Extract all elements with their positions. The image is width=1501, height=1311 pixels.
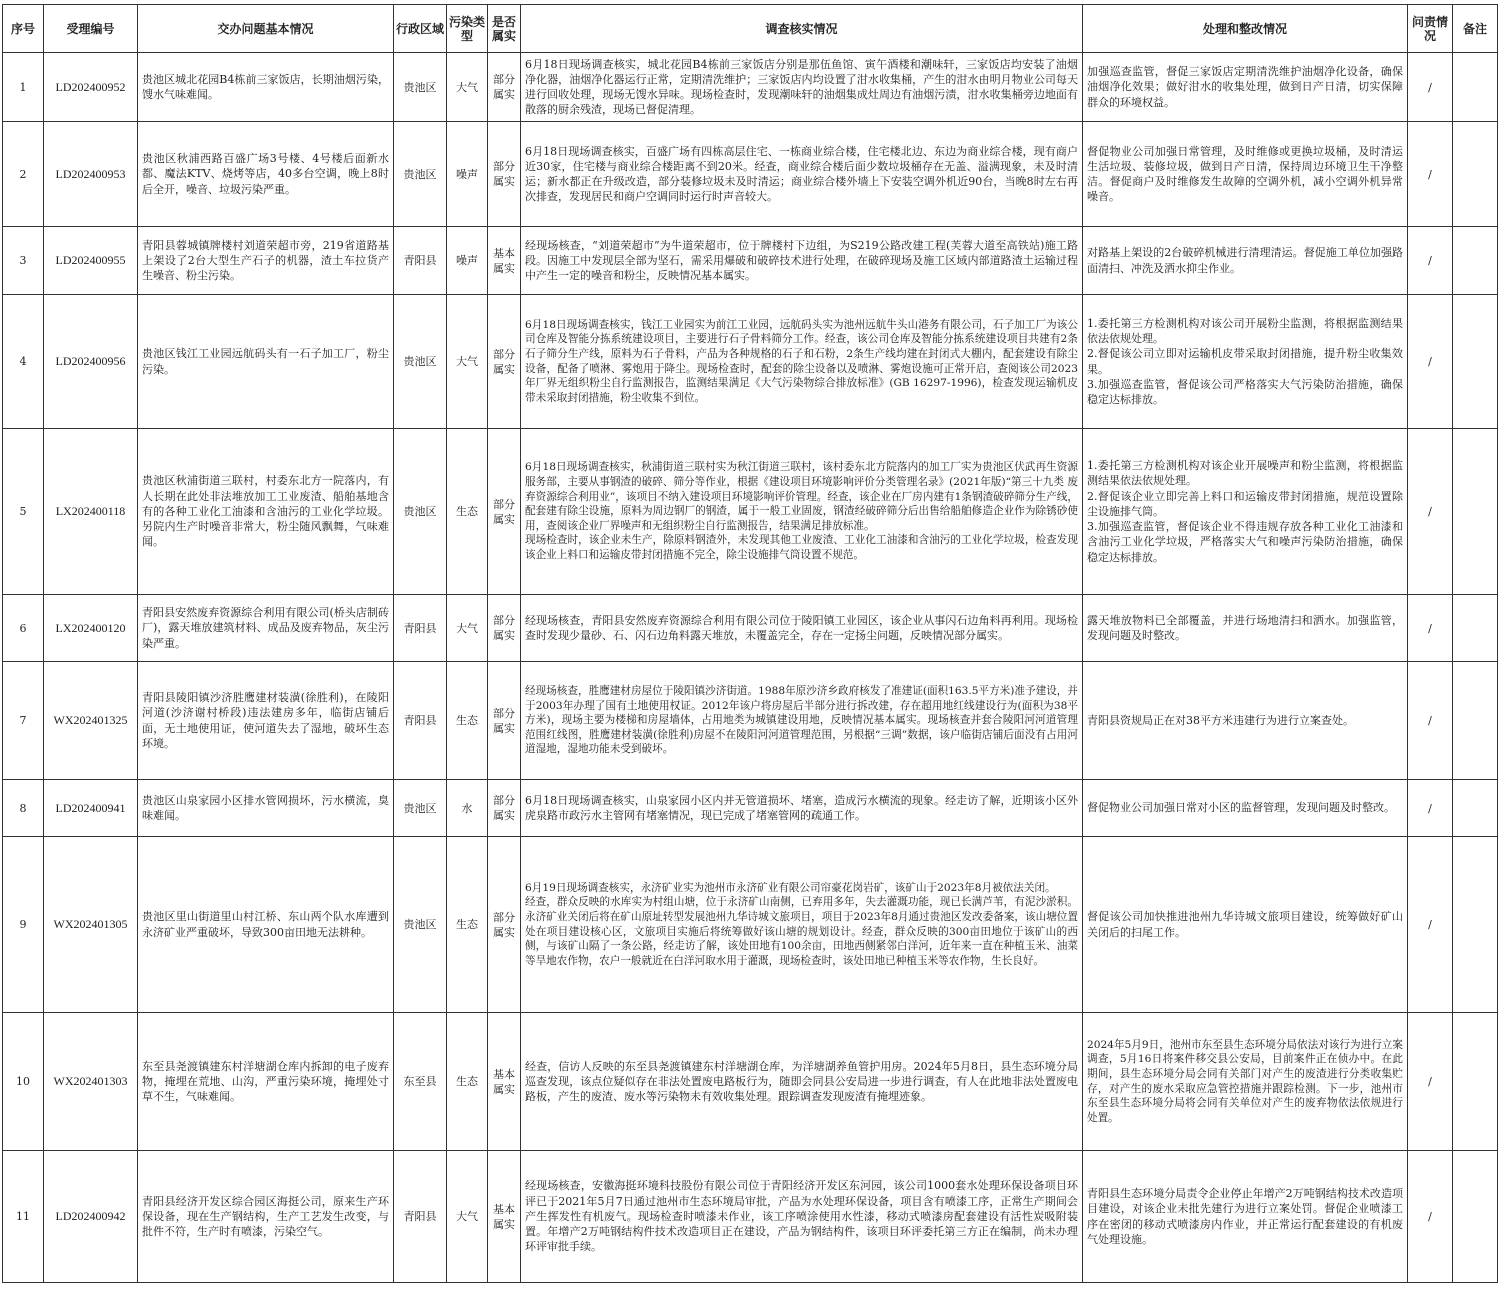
cell-remarks [1453, 1151, 1498, 1283]
cell-investigation: 经现场核查，“刘道荣超市”为牛道荣超市，位于牌楼村下边组，为S219公路改建工程(芙蓉大道至高铁站)施工路段。因施工中发现层全部为坚石，需采用爆破和破碎技术进行处理，在破碎现场及施工区域内部道路渣土运输过程中产生一定的噪音和粉尘，反映情况基本属实。 [521, 227, 1083, 295]
table-row [3, 595, 1498, 662]
cell-pollution: 大气 [447, 295, 488, 429]
cell-pollution: 生态 [447, 1013, 488, 1151]
cell-investigation: 6月18日现场调查核实，钱江工业园实为前江工业园，远航码头实为池州远航牛头山港务有限公司，石子加工厂为该公司仓库及智能分拣系统建设项目，主要进行石子骨料筛分工作。经查，该公司仓库及智能分拣系统建设项目共建有2条石子筛分生产线，原料为石子骨料，产品为各种规格的石子和石粉，2条生产线均建在封闭式大棚内，配套建设有除尘设备，配备了喷淋、雾炮用于降尘。现场检查时，配套的除尘设备以及喷淋、雾炮设施可正常开启，查阅该公司2023年厂界无组织粉尘自行监测报告，监测结果满足《大气污染物综合排放标准》(GB 16297-1996)，检查发现运输机皮带未采取封闭措施，粉尘收集不到位。 [521, 295, 1083, 429]
header-case-no: 受理编号 [44, 5, 138, 53]
cell-accountability: / [1408, 429, 1453, 595]
header-remarks: 备注 [1453, 5, 1498, 53]
cell-index: 5 [3, 429, 44, 595]
cell-case-no: LD202400956 [44, 295, 138, 429]
cell-remarks [1453, 53, 1498, 122]
cell-district: 贵池区 [394, 53, 447, 122]
cell-accountability: / [1408, 837, 1453, 1013]
cell-pollution: 噪声 [447, 122, 488, 227]
cell-case-no: WX202401305 [44, 837, 138, 1013]
cell-pollution: 生态 [447, 662, 488, 780]
cell-issue: 贵池区钱江工业园远航码头有一石子加工厂，粉尘污染。 [138, 295, 394, 429]
cell-district: 青阳县 [394, 595, 447, 662]
cell-issue: 贵池区城北花园B4栋前三家饭店，长期油烟污染，馊水气味难闻。 [138, 53, 394, 122]
cell-district: 贵池区 [394, 429, 447, 595]
cell-issue: 东至县尧渡镇建东村洋塘湖仓库内拆卸的电子废弃物，掩埋在荒地、山沟，严重污染环境，掩埋处寸草不生，气味难闻。 [138, 1013, 394, 1151]
table-row [3, 122, 1498, 227]
cell-remarks [1453, 595, 1498, 662]
cell-index: 9 [3, 837, 44, 1013]
cell-accountability: / [1408, 53, 1453, 122]
cell-district: 青阳县 [394, 1151, 447, 1283]
cell-handling: 加强巡查监管，督促三家饭店定期清洗维护油烟净化设备，确保油烟净化效果；做好泔水的收集处理，做到日产日清，切实保障群众的环境权益。 [1083, 53, 1408, 122]
cell-accountability: / [1408, 227, 1453, 295]
cell-handling: 2024年5月9日，池州市东至县生态环境分局依法对该行为进行立案调查，5月16日将案件移交县公安局，目前案件正在侦办中。在此期间，县生态环境分局会同有关部门对产生的废渣进行分类收集贮存，对产生的废水采取应急管控措施并跟踪检测。下一步，池州市东至县生态环境分局将会同有关单位对产生的废弃物依法依规进行处置。 [1083, 1013, 1408, 1151]
cell-index: 4 [3, 295, 44, 429]
cell-investigation: 经现场核查，安徽海挺环境科技股份有限公司位于青阳经济开发区东河园，该公司1000套水处理环保设备项目环评已于2021年5月7日通过池州市生态环境局审批，产品为水处理环保设备，项目含有喷漆工序，正常生产期间会产生挥发性有机废气。现场检查时喷漆未作业，该工序喷涂使用水性漆，移动式喷漆房配套建设有活性炭吸附装置。年增产2万吨钢结构件技术改造项目正在建设，产品为钢结构件，该项目环评委托第三方正在编制，尚未办理环评审批手续。 [521, 1151, 1083, 1283]
header-accountability: 问责情况 [1408, 5, 1453, 53]
table-row [3, 662, 1498, 780]
cell-remarks [1453, 837, 1498, 1013]
cell-issue: 青阳县蓉城镇牌楼村刘道荣超市旁，219省道路基上架设了2台大型生产石子的机器，渣土车拉货产生噪音、粉尘污染。 [138, 227, 394, 295]
header-district: 行政区域 [394, 5, 447, 53]
complaint-table [2, 4, 1498, 1283]
cell-investigation: 6月18日现场调查核实，秋浦街道三联村实为秋江街道三联村，该村委东北方院落内的加工厂实为贵池区伏武再生资源服务部，主要从事钢渣的破碎、筛分等作业，根据《建设项目环境影响评价分类管理名录》(2021年版)“第三十九类 废弃资源综合利用业”，该项目不纳入建设项目环境影响评价管理。经查，该企业在厂房内建有1条钢渣破碎筛分生产线，配套建有除尘设施，原料为周边钢厂的钢渣，属于一般工业固废，钢渣经破碎筛分后出售给船舶修造企业作为除锈砂使用，查阅该企业厂界噪声和无组织粉尘自行监测报告，结果满足排放标准。 现场检查时，该企业未生产，除原料钢渣外，未发现其他工业废渣、工业化工油漆和含油污的工业化学垃圾，检查发现该企业上料口和运输皮带封闭措施不完全，除尘设施排气筒设置不规范。 [521, 429, 1083, 595]
table-header-row [3, 5, 1498, 53]
cell-pollution: 水 [447, 780, 488, 837]
cell-district: 贵池区 [394, 780, 447, 837]
cell-accountability: / [1408, 662, 1453, 780]
cell-verified: 部分属实 [488, 837, 521, 1013]
cell-investigation: 6月18日现场调查核实，百盛广场有四栋高层住宅、一栋商业综合楼，住宅楼北边、东边为商业综合楼，现有商户近30家，住宅楼与商业综合楼距离不到20米。经查，商业综合楼后面少数垃圾桶存在无盖、溢满现象，未及时清运；新水都正在升级改造，部分装修垃圾未及时清运；商业综合楼外墙上下安装空调外机近90台，当晚8时左右再次排查，发现居民和商户空调同时运行时声音较大。 [521, 122, 1083, 227]
cell-case-no: LD202400941 [44, 780, 138, 837]
cell-accountability: / [1408, 780, 1453, 837]
cell-case-no: LX202400120 [44, 595, 138, 662]
cell-index: 1 [3, 53, 44, 122]
cell-pollution: 噪声 [447, 227, 488, 295]
cell-district: 青阳县 [394, 662, 447, 780]
cell-verified: 基本属实 [488, 1151, 521, 1283]
cell-case-no: LD202400952 [44, 53, 138, 122]
cell-accountability: / [1408, 295, 1453, 429]
cell-district: 东至县 [394, 1013, 447, 1151]
cell-remarks [1453, 429, 1498, 595]
cell-accountability: / [1408, 1013, 1453, 1151]
cell-index: 3 [3, 227, 44, 295]
cell-handling: 督促该公司加快推进池州九华诗城文旅项目建设，统筹做好矿山关闭后的扫尾工作。 [1083, 837, 1408, 1013]
cell-issue: 青阳县陵阳镇沙济胜鹰建材装潢(徐胜利)，在陵阳河道(沙济谢村桥段)违法建房多年，临街店铺后面，无土地使用证，使河道失去了湿地，破坏生态环境。 [138, 662, 394, 780]
cell-verified: 部分属实 [488, 122, 521, 227]
cell-index: 10 [3, 1013, 44, 1151]
table-row [3, 295, 1498, 429]
table-row [3, 53, 1498, 122]
cell-case-no: LD202400955 [44, 227, 138, 295]
cell-verified: 基本属实 [488, 1013, 521, 1151]
cell-verified: 部分属实 [488, 53, 521, 122]
cell-index: 8 [3, 780, 44, 837]
cell-case-no: LD202400942 [44, 1151, 138, 1283]
cell-investigation: 经现场核查，青阳县安然废弃资源综合利用有限公司位于陵阳镇工业园区，该企业从事闪石边角料再利用。现场检查时发现少量砂、石、闪石边角料露天堆放，未覆盖完全，存在一定扬尘问题，反映情况部分属实。 [521, 595, 1083, 662]
cell-handling: 督促物业公司加强日常对小区的监督管理，发现问题及时整改。 [1083, 780, 1408, 837]
table-row [3, 227, 1498, 295]
cell-remarks [1453, 662, 1498, 780]
cell-issue: 青阳县经济开发区综合园区海挺公司，原来生产环保设备，现在生产钢结构，生产工艺发生改变，与批件不符，生产时有喷漆，污染空气。 [138, 1151, 394, 1283]
cell-verified: 部分属实 [488, 780, 521, 837]
cell-accountability: / [1408, 122, 1453, 227]
cell-pollution: 生态 [447, 429, 488, 595]
cell-remarks [1453, 780, 1498, 837]
cell-case-no: WX202401303 [44, 1013, 138, 1151]
cell-district: 贵池区 [394, 122, 447, 227]
table-row [3, 429, 1498, 595]
header-verified: 是否属实 [488, 5, 521, 53]
cell-verified: 基本属实 [488, 227, 521, 295]
cell-verified: 部分属实 [488, 295, 521, 429]
cell-issue: 贵池区里山街道里山村江桥、东山两个队水库遭到永济矿业严重破坏，导致300亩田地无法耕种。 [138, 837, 394, 1013]
header-investigation: 调查核实情况 [521, 5, 1083, 53]
cell-pollution: 大气 [447, 595, 488, 662]
header-index: 序号 [3, 5, 44, 53]
cell-index: 7 [3, 662, 44, 780]
cell-pollution: 大气 [447, 1151, 488, 1283]
cell-pollution: 大气 [447, 53, 488, 122]
cell-pollution: 生态 [447, 837, 488, 1013]
cell-accountability: / [1408, 1151, 1453, 1283]
header-pollution: 污染类型 [447, 5, 488, 53]
cell-investigation: 6月18日现场调查核实，城北花园B4栋前三家饭店分别是那伍鱼馆、寅午酒楼和潮味轩，三家饭店均安装了油烟净化器，油烟净化器运行正常，定期清洗维护；三家饭店内均设置了泔水收集桶，产生的泔水由明月物业公司每天进行回收处理，现场无馊水异味。现场检查时，发现潮味轩的油烟集成灶周边有油烟污渍，泔水收集桶旁边地面有散落的厨余残渣，现场已督促清理。 [521, 53, 1083, 122]
cell-remarks [1453, 122, 1498, 227]
cell-handling: 青阳县生态环境分局责令企业停止年增产2万吨钢结构技术改造项目建设，对该企业未批先建行为进行立案处罚。督促企业喷漆工序在密闭的移动式喷漆房内作业，并正常运行配套建设的有机废气处理设施。 [1083, 1151, 1408, 1283]
cell-index: 2 [3, 122, 44, 227]
cell-remarks [1453, 295, 1498, 429]
cell-case-no: LD202400953 [44, 122, 138, 227]
cell-case-no: LX202400118 [44, 429, 138, 595]
cell-district: 贵池区 [394, 295, 447, 429]
cell-investigation: 经现场核查，胜鹰建材房屋位于陵阳镇沙济街道。1988年原沙济乡政府核发了准建证(面积163.5平方米)准予建设，并于2003年办理了国有土地使用权证。2012年该户将房屋后半部分进行拆改建，存在超用地红线建设行为(面积为38平方米)，现场主要为楼梯和房屋墙体，占用地类为城镇建设用地，反映情况基本属实。现场核查并套合陵阳河河道管理范围红线图，胜鹰建材装潢(徐胜利)房屋不在陵阳河河道管理范围，另根据“三调”数据，该户临街店铺后面没有占用河道湿地，湿地功能未受到破坏。 [521, 662, 1083, 780]
cell-issue: 贵池区秋浦西路百盛广场3号楼、4号楼后面新水都、魔法KTV、烧烤等店，40多台空调，晚上8时后全开，噪音、垃圾污染严重。 [138, 122, 394, 227]
cell-remarks [1453, 1013, 1498, 1151]
cell-index: 11 [3, 1151, 44, 1283]
header-handling: 处理和整改情况 [1083, 5, 1408, 53]
header-issue: 交办问题基本情况 [138, 5, 394, 53]
cell-remarks [1453, 227, 1498, 295]
cell-handling: 青阳县资规局正在对38平方米违建行为进行立案查处。 [1083, 662, 1408, 780]
cell-handling: 督促物业公司加强日常管理，及时维修或更换垃圾桶，及时清运生活垃圾、装修垃圾，做到日产日清，保持周边环境卫生干净整洁。督促商户及时维修发生故障的空调外机，减小空调外机异常噪音。 [1083, 122, 1408, 227]
cell-district: 贵池区 [394, 837, 447, 1013]
document-page [2, 4, 1498, 1283]
cell-handling: 1.委托第三方检测机构对该公司开展粉尘监测，将根据监测结果依法依规处理。 2.督促该公司立即对运输机皮带采取封闭措施，提升粉尘收集效果。 3.加强巡查监管，督促该公司严格落实大气污染防治措施，确保稳定达标排放。 [1083, 295, 1408, 429]
table-row [3, 837, 1498, 1013]
cell-issue: 贵池区秋浦街道三联村，村委东北方一院落内，有人长期在此处非法堆放加工工业废渣、船舶基地含有的各种工业化工油漆和含油污的工业化学垃圾。另院内生产时噪音非常大，粉尘随风飘舞，气味难闻。 [138, 429, 394, 595]
cell-verified: 部分属实 [488, 662, 521, 780]
table-row [3, 1013, 1498, 1151]
cell-handling: 对路基上架设的2台破碎机械进行清理清运。督促施工单位加强路面清扫、冲洗及洒水抑尘作业。 [1083, 227, 1408, 295]
cell-district: 青阳县 [394, 227, 447, 295]
cell-investigation: 6月19日现场调查核实，永济矿业实为池州市永济矿业有限公司帘豪花岗岩矿，该矿山于2023年8月被依法关闭。 经查，群众反映的水库实为村组山塘，位于永济矿山南侧，已弃用多年，失去灌溉功能，现已长满芦苇，有泥沙淤积。永济矿业关闭后将在矿山原址转型发展池州九华诗城文旅项目，项目于2023年8月通过贵池区发改委备案，该山塘位置处在项目建设核心区，文旅项目实施后将统筹做好该山塘的规划设计。经查，群众反映的300亩田地位于该矿山的西侧，与该矿山隔了一条公路，经走访了解，该处田地有100余亩，田地西侧紧邻白洋河，近年来一直在种植玉米、油菜等旱地农作物，农户一般就近在白洋河取水用于灌溉，现场检查时，该处田地已种植玉米等农作物，生长良好。 [521, 837, 1083, 1013]
cell-handling: 露天堆放物料已全部覆盖，并进行场地清扫和洒水。加强监管，发现问题及时整改。 [1083, 595, 1408, 662]
cell-verified: 部分属实 [488, 595, 521, 662]
table-row [3, 1151, 1498, 1283]
cell-case-no: WX202401325 [44, 662, 138, 780]
cell-issue: 贵池区山泉家园小区排水管网损坏，污水横流，臭味难闻。 [138, 780, 394, 837]
cell-investigation: 6月18日现场调查核实，山泉家园小区内并无管道损坏、堵塞，造成污水横流的现象。经走访了解，近期该小区外虎泉路市政污水主管网有堵塞情况，现已完成了堵塞管网的疏通工作。 [521, 780, 1083, 837]
table-row [3, 780, 1498, 837]
cell-issue: 青阳县安然废弃资源综合利用有限公司(桥头店制砖厂)，露天堆放建筑材料、成品及废弃物品，灰尘污染严重。 [138, 595, 394, 662]
cell-investigation: 经查，信访人反映的东至县尧渡镇建东村洋塘湖仓库，为洋塘湖养鱼管护用房。2024年5月8日，县生态环境分局巡查发现，该点位疑似存在非法处置废电路板行为，随即会同县公安局进一步进行调查，有人在此地非法处置废电路板，产生的废渣、废水等污染物未有效收集处理。跟踪调查发现废渣有掩埋迹象。 [521, 1013, 1083, 1151]
cell-verified: 部分属实 [488, 429, 521, 595]
cell-handling: 1.委托第三方检测机构对该企业开展噪声和粉尘监测，将根据监测结果依法依规处理。 2.督促该企业立即完善上料口和运输皮带封闭措施，规范设置除尘设施排气筒。 3.加强巡查监管，督促该企业不得违规存放各种工业化工油漆和含油污工业化学垃圾，严格落实大气和噪声污染防治措施，确保稳定达标排放。 [1083, 429, 1408, 595]
cell-accountability: / [1408, 595, 1453, 662]
cell-index: 6 [3, 595, 44, 662]
